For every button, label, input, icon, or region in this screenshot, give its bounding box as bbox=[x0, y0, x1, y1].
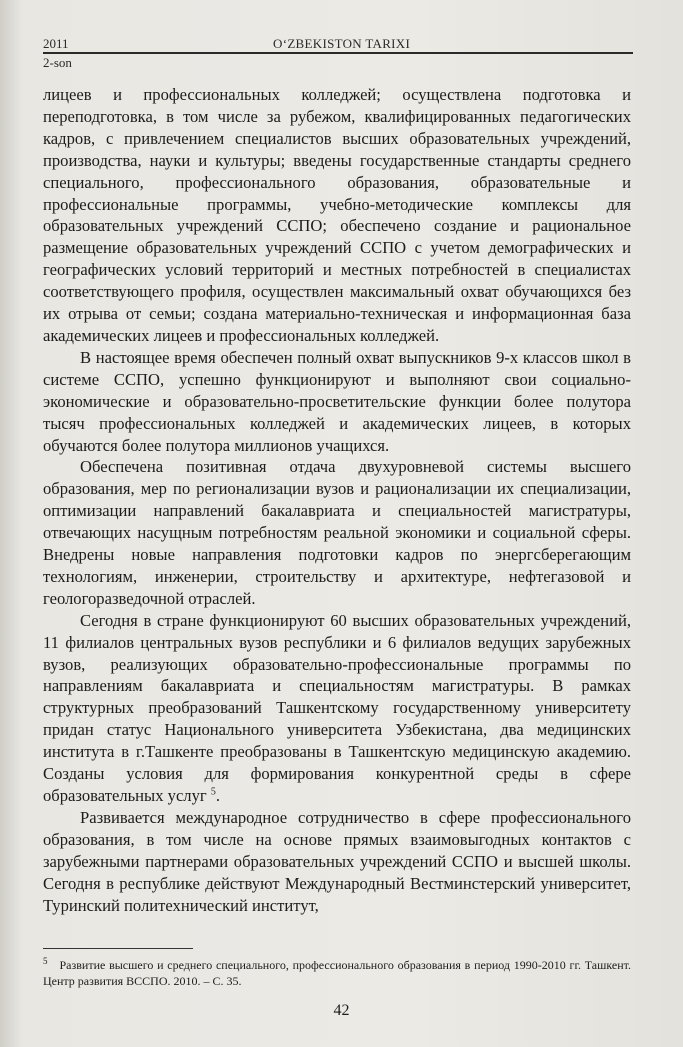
paragraph-1: лицеев и профессиональных колледжей; осуществлена подготовка и переподготовка, в том числе за рубежом, квалифицированных педагогических кадров, с привлечением специалистов высших образовательных учреждений, производства, науки и культуры; введены государственные стандарты среднего специального, профессионального образования, образовательные и профессиональные программы, учебно-методические комплексы для образовательных учреждений ССПО; обеспечено создание и рациональное размещение образовательных учреждений ССПО с учетом демографических и географических условий территорий и местных потребностей в специалистах соответствующего профиля, осуществлен максимальный охват обучающихся без их отрыва от семьи; создана материально-техническая и информационная база академических лицеев и профессиональных колледжей. bbox=[43, 85, 631, 345]
footnote-reference[interactable]: 5 bbox=[210, 786, 216, 798]
footnote bbox=[43, 953, 631, 989]
header-year: 2011 bbox=[43, 36, 69, 51]
paragraph-4-text: Сегодня в стране функционируют 60 высших образовательных учреждений, 11 филиалов центральных вузов республики и 6 филиалов ведущих зарубежных вузов, реализующих образовательно-профессиональные программы по направлениям бакалавриата и специальностям магистратуры. В рамках структурных преобразований Ташкентскому государственному университету придан статус Национального университета Узбекистана, два медицинских института в г.Ташкенте преобразованы в Ташкентскую медицинскую академию. Созданы условия для формирования конкурентной среды в сфере образовательных услуг bbox=[43, 610, 631, 805]
article-body bbox=[43, 84, 631, 916]
page-number: 42 bbox=[333, 1002, 350, 1019]
paragraph-3: Обеспечена позитивная отдача двухуровневой системы высшего образования, мер по регионализации вузов и рационализации их специализации, оптимизации направлений бакалавриата и специальностей магистратуры, отвечающих насущным потребностям реальной экономики и социальной сферы. Внедрены новые направления подготовки кадров по энергсберегающим технологиям, инженерии, строительству и архитектуре, нефтегазовой и геологоразведочной отраслей. bbox=[43, 457, 631, 608]
header-rule bbox=[43, 52, 633, 54]
paragraph-2: В настоящее время обеспечен полный охват выпускников 9-х классов школ в системе ССПО, успешно функционируют и выполняют свои социально-экономические и образовательно-просветительские функции более полутора тысяч профессиональных колледжей и академических лицеев, в которых обучаются более полутора миллионов учащихся. bbox=[43, 347, 631, 455]
footnote-rule bbox=[43, 948, 193, 949]
paragraph-4 bbox=[43, 610, 631, 807]
header-journal-title: O‘ZBEKISTON TARIXI bbox=[273, 36, 411, 51]
paragraph-4-end: . bbox=[215, 786, 221, 805]
header-issue: 2-son bbox=[43, 55, 72, 70]
footnote-text: Развитие высшего и среднего специального, профессионального образования в период 1990-2010 гг. Ташкент. Центр развития ВССПО. 2010. – С. 35. bbox=[43, 958, 631, 988]
paragraph-5: Развивается международное сотрудничество в сфере профессионального образования, в том числе на основе прямых взаимовыгодных контактов с зарубежными партнерами образовательных учреждений ССПО и высшей школы. Сегодня в республике действуют Международный Вестминстерский университет, Туринский политехнический институт, bbox=[43, 807, 631, 915]
running-header bbox=[43, 36, 630, 52]
footnote-mark: 5 bbox=[43, 956, 48, 966]
